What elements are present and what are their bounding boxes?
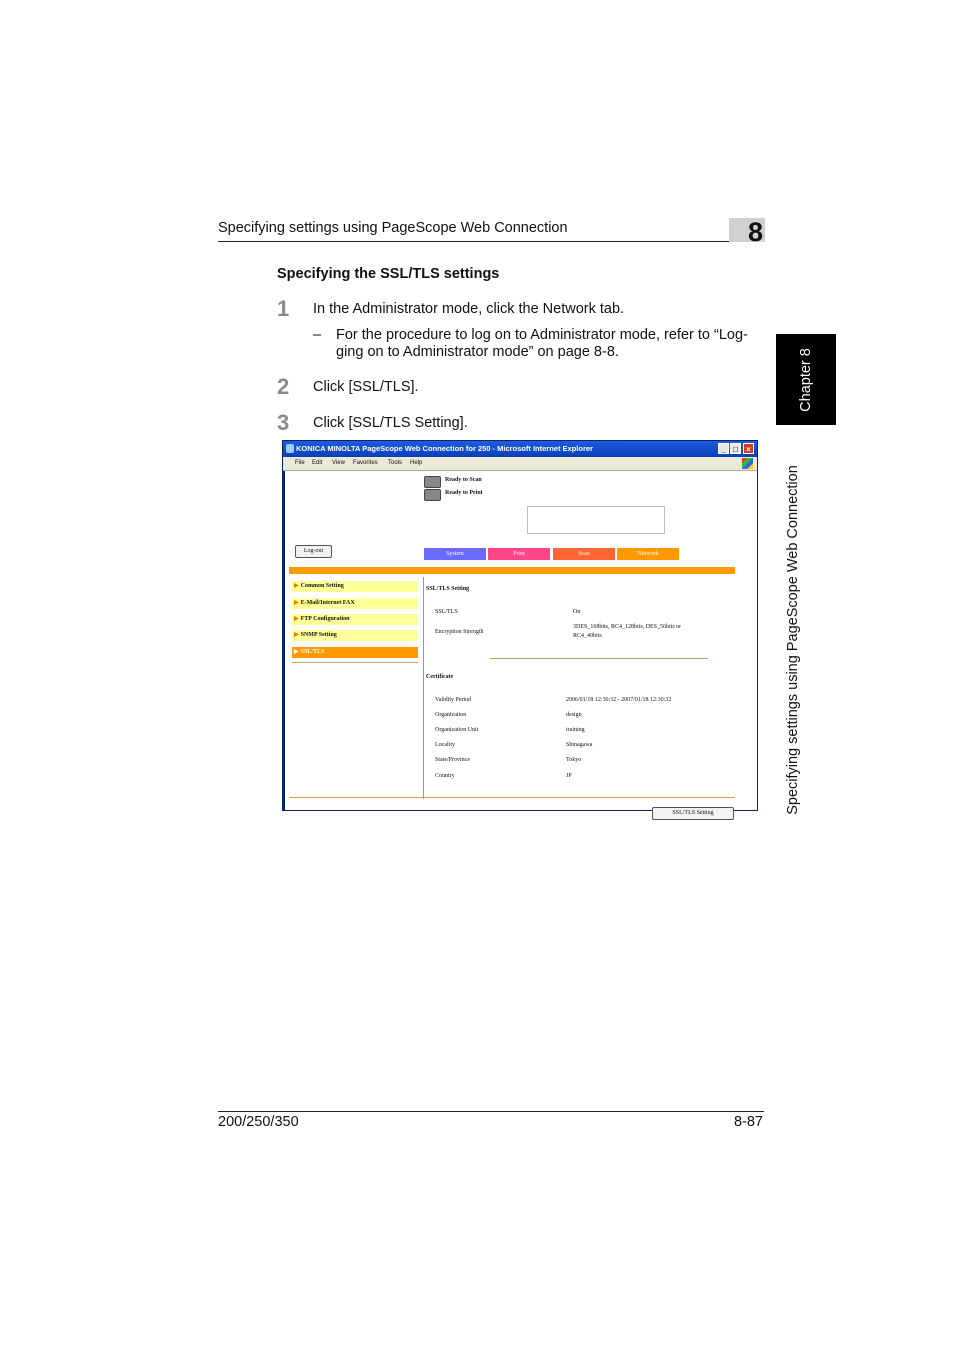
step-2-number: 2 [277,374,290,399]
close-icon[interactable]: × [743,443,754,454]
footer-page-number: 8-87 [733,1114,763,1130]
step-3-number: 3 [277,410,290,435]
cert-label-organization: Organization [435,712,467,718]
menu-snmp-setting[interactable]: ▶ SNMP Setting [292,630,418,641]
cert-label-org-unit: Organization Unit [435,727,479,733]
chapter-side-label: Chapter 8 [798,347,814,412]
printer-status-icon [424,489,441,501]
ssl-section-rule [490,658,708,659]
ssl-row-label: SSL/TLS [435,609,458,615]
chapter-number: 8 [747,217,763,247]
ssl-row-value: On [573,609,581,615]
encryption-row-label: Encryption Strength [435,629,484,635]
ssl-tls-setting-button[interactable]: SSL/TLS Setting [652,807,734,820]
cert-value-org-unit: training [566,727,585,733]
cert-value-locality: Shinagawa [566,742,593,748]
menu-email-internet-fax[interactable]: ▶ E-Mail/Internet FAX [292,598,418,609]
tab-scan[interactable]: Scan [553,548,615,560]
status-scan: Ready to Scan [445,477,482,483]
menu-view[interactable]: View [332,460,345,466]
menu-tools[interactable]: Tools [388,460,403,466]
encryption-row-value: 3DES_168bits, RC4_128bits, DES_56bits or [573,624,682,630]
ie-icon [286,444,294,453]
note-line-2: ging on to Administrator mode” on page 8-8. [336,344,619,360]
step-3-text: Click [SSL/TLS Setting]. [313,415,468,431]
cert-label-locality: Locality [435,742,455,748]
cert-label-validity: Validity Period [435,697,472,703]
menu-file[interactable]: File [295,460,305,466]
section-side-label: Specifying settings using PageScope Web Connection [785,465,802,815]
menu-help[interactable]: Help [410,460,423,466]
scanner-status-icon [424,476,441,488]
content-divider [423,577,424,799]
tab-network[interactable]: Network [617,548,679,560]
content-footer-rule [289,797,735,798]
step-2-text: Click [SSL/TLS]. [313,379,419,395]
cert-label-country: Country [435,773,455,779]
note-dash: – [313,327,322,343]
footer-rule [218,1111,764,1112]
cert-label-state: State/Province [435,757,470,763]
menu-common-setting[interactable]: ▶ Common Setting [292,581,418,592]
browser-titlebar [283,441,757,457]
logout-button[interactable]: Log-out [295,545,332,558]
menu-favorites[interactable]: Favorites [353,460,378,466]
menu-ftp-configuration[interactable]: ▶ FTP Configuration [292,614,418,625]
browser-content [283,471,757,816]
menu-underline [292,662,418,663]
browser-window [282,440,758,816]
running-header-title: Specifying settings using PageScope Web Connection [218,220,568,236]
ssl-heading: SSL/TLS Setting [426,586,470,592]
cert-value-country: JP [566,773,572,779]
note-line-1: For the procedure to log on to Administrator mode, refer to “Log- [336,327,748,343]
maximize-icon[interactable]: □ [730,443,741,454]
header-rule [218,241,764,242]
certificate-heading: Certificate [426,674,454,680]
section-title: Specifying the SSL/TLS settings [277,266,500,282]
status-message-box [527,506,665,534]
step-1-number: 1 [277,296,290,321]
cert-value-state: Tokyo [566,757,582,763]
cert-value-validity: 2006/01/18 12:30:32 - 2007/01/18 12:30:32 [566,697,672,703]
browser-menubar [283,457,757,471]
tab-system[interactable]: System [424,548,486,560]
tab-print[interactable]: Print [488,548,550,560]
menu-edit[interactable]: Edit [312,460,323,466]
status-print: Ready to Print [445,490,483,496]
header-divider-bar [289,567,735,574]
windows-logo-icon [742,458,753,469]
minimize-icon[interactable]: _ [718,443,729,454]
menu-ssl-tls[interactable]: ▶ SSL/TLS [292,647,418,658]
footer-models: 200/250/350 [218,1114,299,1130]
browser-title: KONICA MINOLTA PageScope Web Connection for 250 - Microsoft Internet Explorer [296,444,593,453]
encryption-row-value-2: RC4_40bits [573,633,602,639]
cert-value-organization: design [566,712,582,718]
step-1-text: In the Administrator mode, click the Network tab. [313,301,625,317]
